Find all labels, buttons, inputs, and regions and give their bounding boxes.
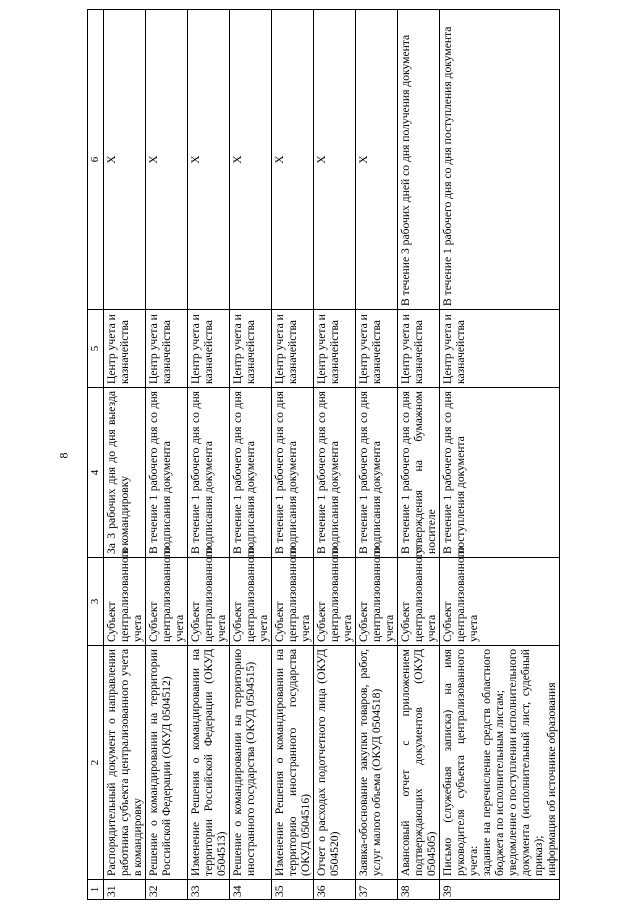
processing-term: В течение 3 рабочих дней со дня получения документа	[398, 10, 440, 310]
document-name-line: Отчет о расходах подотчетного лица (ОКУД 0504520)	[315, 649, 341, 876]
responsible-party: Субъект централизованного учета	[398, 558, 440, 646]
document-name-line: Изменение Решения о командировании на территорию иностранного государства (ОКУД 0504516)	[273, 649, 312, 876]
submission-deadline: В течение 1 рабочего дня со дня поступления документа	[440, 388, 560, 558]
submission-deadline: В течение 1 рабочего дня со дня подписания документа	[356, 388, 398, 558]
document-name-line: Письмо (служебная записка) на имя руководителя субъекта централизованного учета:	[441, 649, 480, 876]
document-name-line: Заявка-обоснование закупки товаров, работ, услуг малого объема (ОКУД 0504518)	[357, 649, 383, 876]
recipient: Центр учета и казначейства	[104, 310, 146, 388]
row-number: 35	[272, 880, 314, 900]
table-row	[188, 10, 230, 900]
responsible-party: Субъект централизованного учета	[146, 558, 188, 646]
document-name-line: Авансовый отчет с приложением подтверждающих документов (ОКУД 0504505)	[399, 649, 438, 876]
row-number: 32	[146, 880, 188, 900]
submission-deadline: В течение 1 рабочего дня со дня утверждения на бумажном носителе	[398, 388, 440, 558]
document-name-line: информация об источнике образования	[545, 682, 558, 876]
table-row	[104, 10, 146, 900]
document-name	[188, 646, 230, 880]
row-number: 39	[440, 880, 560, 900]
column-header: 6	[88, 10, 104, 310]
submission-deadline: В течение 1 рабочего дня со дня подписания документа	[188, 388, 230, 558]
rotated-table-wrapper	[87, 10, 609, 900]
processing-term: X	[272, 10, 314, 310]
responsible-party: Субъект централизованного учета	[440, 558, 560, 646]
table-row	[356, 10, 398, 900]
recipient: Центр учета и казначейства	[314, 310, 356, 388]
document-name	[230, 646, 272, 880]
table-row	[314, 10, 356, 900]
processing-term: X	[230, 10, 272, 310]
document-name-line: Решение о командировании на территорию иностранного государства (ОКУД 0504515)	[231, 649, 257, 876]
recipient: Центр учета и казначейства	[272, 310, 314, 388]
document-name	[104, 646, 146, 880]
row-number: 36	[314, 880, 356, 900]
document-name	[314, 646, 356, 880]
column-header: 5	[88, 310, 104, 388]
document-name-line: задание на перечисление средств областного бюджета по исполнительным листам;	[480, 649, 506, 876]
processing-term: В течение 1 рабочего дня со дня поступления документа	[440, 10, 560, 310]
processing-term: X	[188, 10, 230, 310]
document-name	[146, 646, 188, 880]
row-number: 31	[104, 880, 146, 900]
column-header: 2	[88, 646, 104, 880]
processing-term: X	[314, 10, 356, 310]
submission-deadline: В течение 1 рабочего дня со дня подписания документа	[272, 388, 314, 558]
row-number: 33	[188, 880, 230, 900]
recipient: Центр учета и казначейства	[440, 310, 560, 388]
row-number: 37	[356, 880, 398, 900]
recipient: Центр учета и казначейства	[398, 310, 440, 388]
responsible-party: Субъект централизованного учета	[104, 558, 146, 646]
row-number: 34	[230, 880, 272, 900]
table-row	[146, 10, 188, 900]
document-name-line: Распорядительный документ о направлении работника субъекта централизованного учета в командировку	[105, 649, 144, 876]
document-name	[356, 646, 398, 880]
document-name	[440, 646, 560, 880]
document-name	[272, 646, 314, 880]
column-header: 1	[88, 880, 104, 900]
responsible-party: Субъект централизованного учета	[356, 558, 398, 646]
document-name-line: уведомление о поступлении исполнительного документа (исполнительный лист, судебный приказ);	[506, 649, 545, 876]
recipient: Центр учета и казначейства	[230, 310, 272, 388]
table-header-row	[88, 10, 104, 900]
table-row	[440, 10, 560, 900]
column-header: 3	[88, 558, 104, 646]
page-number: 8	[56, 452, 71, 459]
processing-term: X	[146, 10, 188, 310]
document-name-line: Изменение Решения о командировании на территории Российской Федерации (ОКУД 0504513)	[189, 649, 228, 876]
responsible-party: Субъект централизованного учета	[230, 558, 272, 646]
table-body	[104, 10, 560, 900]
processing-term: X	[104, 10, 146, 310]
responsible-party: Субъект централизованного учета	[314, 558, 356, 646]
recipient: Центр учета и казначейства	[188, 310, 230, 388]
row-number: 38	[398, 880, 440, 900]
table-row	[230, 10, 272, 900]
responsible-party: Субъект централизованного учета	[272, 558, 314, 646]
document-name	[398, 646, 440, 880]
submission-deadline: В течение 1 рабочего дня со дня подписания документа	[230, 388, 272, 558]
submission-deadline: В течение 1 рабочего дня со дня подписания документа	[146, 388, 188, 558]
column-header: 4	[88, 388, 104, 558]
table-row	[272, 10, 314, 900]
table-row	[398, 10, 440, 900]
processing-term: X	[356, 10, 398, 310]
submission-deadline: В течение 1 рабочего дня со дня подписания документа	[314, 388, 356, 558]
responsible-party: Субъект централизованного учета	[188, 558, 230, 646]
recipient: Центр учета и казначейства	[356, 310, 398, 388]
submission-deadline: За 3 рабочих дня до дня выезда в командировку	[104, 388, 146, 558]
document-name-line: Решение о командировании на территории Российской Федерации (ОКУД 0504512)	[147, 649, 173, 876]
recipient: Центр учета и казначейства	[146, 310, 188, 388]
documents-table	[87, 9, 560, 900]
